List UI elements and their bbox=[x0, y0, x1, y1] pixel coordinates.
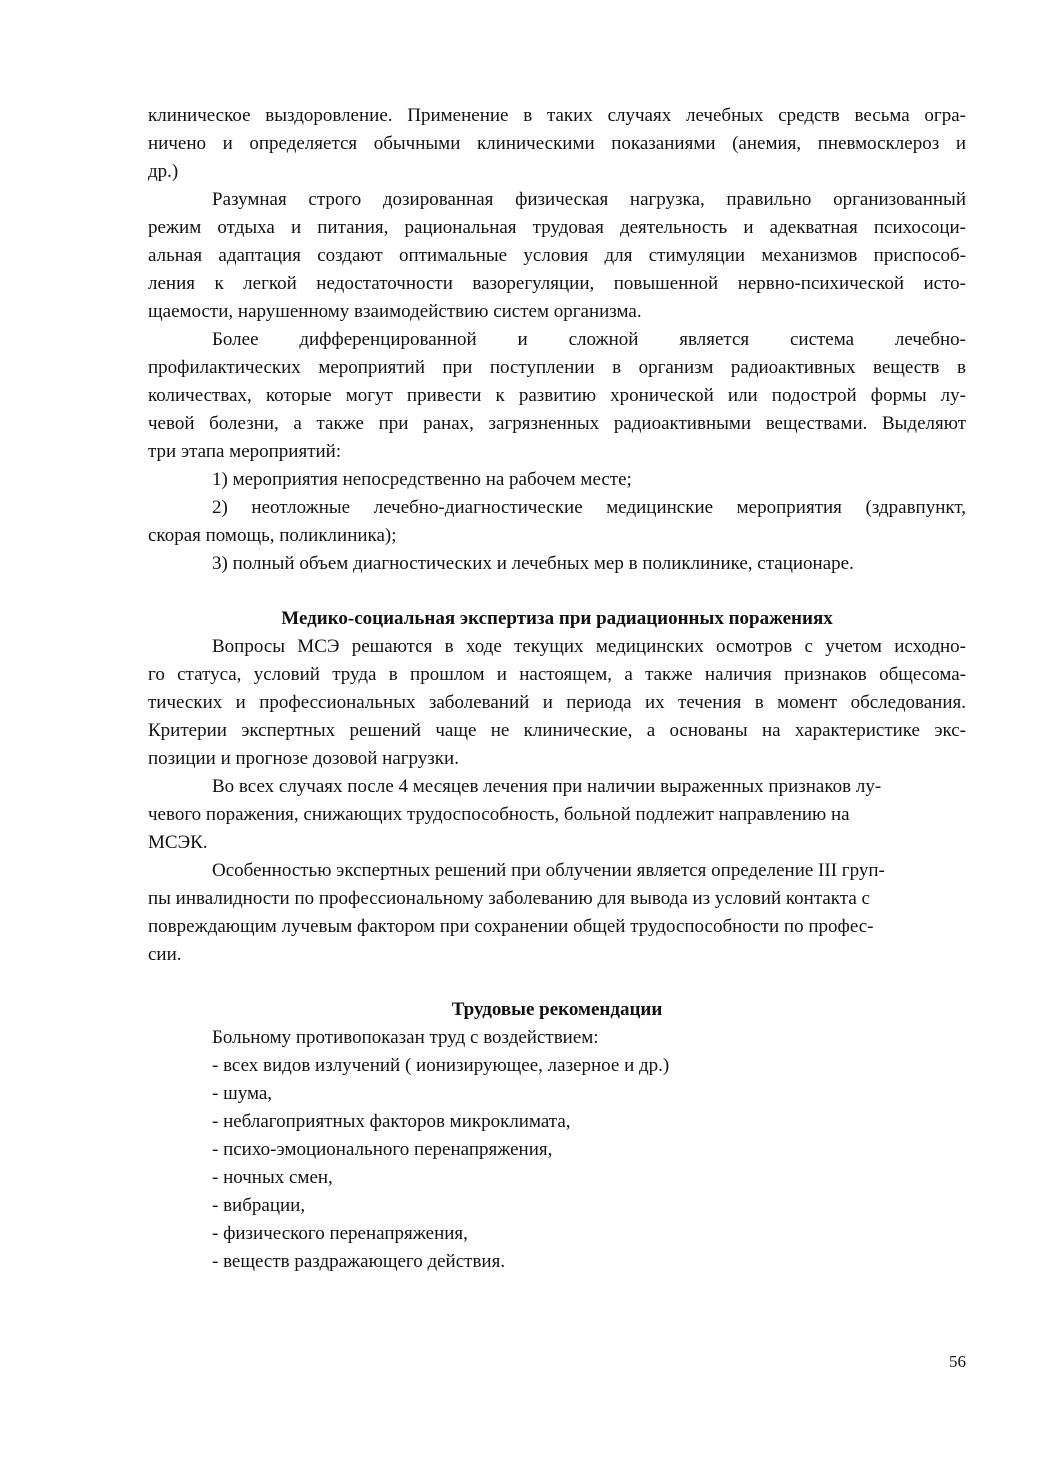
paragraph bbox=[148, 186, 966, 326]
list-item: - психо-эмоционального перенапряжения, bbox=[212, 1139, 553, 1160]
paragraph bbox=[148, 633, 966, 773]
page-number: 56 bbox=[949, 1352, 966, 1371]
text-line: количествах, которые могут привести к развитию хронической или подострой формы лу- bbox=[148, 385, 966, 406]
list-item: - шума, bbox=[212, 1083, 273, 1104]
list-item: - неблагоприятных факторов микроклимата, bbox=[212, 1111, 571, 1132]
text-line: Особенностью экспертных решений при облучении является определение III груп- bbox=[212, 860, 885, 881]
text-line: МСЭК. bbox=[148, 832, 208, 853]
text-line: клиническое выздоровление. Применение в таких случаях лечебных средств весьма огра- bbox=[148, 105, 966, 126]
text-line: сии. bbox=[148, 944, 182, 965]
text-line: чевой болезни, а также при ранах, загрязненных радиоактивными веществами. Выделяют bbox=[148, 413, 966, 434]
text-line: повреждающим лучевым фактором при сохранении общей трудоспособности по профес- bbox=[148, 916, 874, 937]
list-item: - вибрации, bbox=[212, 1195, 306, 1216]
paragraph bbox=[148, 773, 966, 857]
text-line: Во всех случаях после 4 месяцев лечения при наличии выраженных признаков лу- bbox=[212, 776, 882, 797]
paragraph bbox=[148, 102, 966, 186]
text-line: альная адаптация создают оптимальные условия для стимуляции механизмов приспособ- bbox=[148, 245, 966, 266]
text-line: Более дифференцированной и сложной является система лечебно- bbox=[212, 329, 966, 350]
text-line: позиции и прогнозе дозовой нагрузки. bbox=[148, 748, 459, 769]
text-line: пы инвалидности по профессиональному заболеванию для вывода из условий контакта с bbox=[148, 888, 870, 909]
text-line: др.) bbox=[148, 161, 179, 182]
list-item: - физического перенапряжения, bbox=[212, 1223, 468, 1244]
text-line: три этапа мероприятий: bbox=[148, 441, 342, 462]
section-heading: Медико-социальная экспертиза при радиационных поражениях bbox=[281, 608, 833, 629]
paragraph bbox=[148, 857, 966, 969]
paragraph bbox=[148, 326, 966, 466]
spacer bbox=[148, 578, 966, 605]
text-line: ления к легкой недостаточности вазорегуляции, повышенной нервно-психической исто- bbox=[148, 273, 966, 294]
spacer bbox=[148, 969, 966, 996]
list-item: 3) полный объем диагностических и лечебных мер в поликлинике, стационаре. bbox=[212, 553, 854, 574]
list-item: 1) мероприятия непосредственно на рабочем месте; bbox=[212, 469, 632, 490]
text-line: тических и профессиональных заболеваний и периода их течения в момент обследования. bbox=[148, 692, 966, 713]
document-page bbox=[148, 102, 966, 1276]
text-line: Разумная строго дозированная физическая нагрузка, правильно организованный bbox=[212, 189, 966, 210]
list-item-continuation: скорая помощь, поликлиника); bbox=[148, 525, 397, 546]
list-item: - веществ раздражающего действия. bbox=[212, 1251, 506, 1272]
list-item: - ночных смен, bbox=[212, 1167, 333, 1188]
contraindication-list bbox=[148, 1052, 966, 1276]
text-line: Вопросы МСЭ решаются в ходе текущих медицинских осмотров с учетом исходно- bbox=[212, 636, 966, 657]
list-item: - всех видов излучений ( ионизирующее, лазерное и др.) bbox=[212, 1055, 670, 1076]
list-intro: Больному противопоказан труд с воздействием: bbox=[212, 1027, 599, 1048]
text-line: профилактических мероприятий при поступлении в организм радиоактивных веществ в bbox=[148, 357, 966, 378]
text-line: ничено и определяется обычными клиническими показаниями (анемия, пневмосклероз и bbox=[148, 133, 966, 154]
list-item: 2) неотложные лечебно-диагностические медицинские мероприятия (здравпункт, bbox=[212, 497, 966, 518]
text-line: Критерии экспертных решений чаще не клинические, а основаны на характеристике экс- bbox=[148, 720, 966, 741]
text-line: режим отдыха и питания, рациональная трудовая деятельность и адекватная психосоци- bbox=[148, 217, 966, 238]
text-line: го статуса, условий труда в прошлом и настоящем, а также наличия признаков общесома- bbox=[148, 664, 966, 685]
text-line: чевого поражения, снижающих трудоспособность, больной подлежит направлению на bbox=[148, 804, 850, 825]
text-line: щаемости, нарушенному взаимодействию систем организма. bbox=[148, 301, 642, 322]
stage-list bbox=[148, 466, 966, 578]
section-heading: Трудовые рекомендации bbox=[451, 999, 663, 1020]
